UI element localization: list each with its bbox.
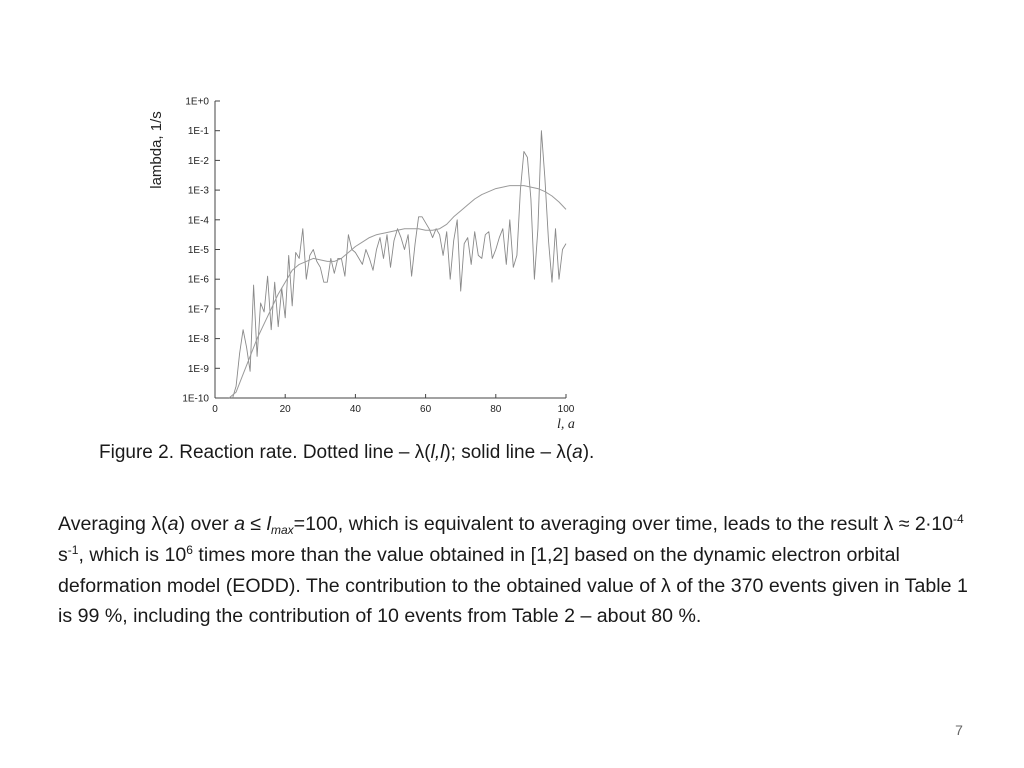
- caption-italic-a: a: [572, 442, 583, 463]
- text-s9: -1: [67, 542, 79, 557]
- y-tick-label: 1E-6: [187, 274, 209, 286]
- figure-caption: [99, 440, 594, 466]
- y-tick-label: 1E-8: [187, 334, 209, 346]
- y-tick-label: 1E-4: [187, 215, 209, 227]
- x-axis-ticks: [212, 394, 575, 415]
- caption-middle: ); solid line – λ(: [444, 442, 573, 463]
- text-s11: 6: [186, 542, 193, 557]
- text-s12: times more than the value obtained in [1,2] based on the dynamic electron orbital deformation model (EODD). The contribution to the obtained value of λ of the 370 events given in Table 1 is 99 %, including the contribution of 10 events from Table 2 – about 80 %.: [58, 543, 968, 628]
- caption-suffix: ).: [582, 442, 595, 463]
- body-paragraph: [58, 509, 968, 632]
- x-tick-label: 0: [212, 404, 218, 415]
- text-s10: , which is 10: [78, 543, 187, 566]
- y-axis-label: lambda, 1/s: [148, 111, 165, 189]
- text-s3: ) over: [178, 513, 235, 535]
- y-tick-label: 1E-7: [187, 304, 209, 316]
- caption-prefix: Figure 2. Reaction rate. Dotted line – λ(: [99, 442, 431, 463]
- text-s2: a: [167, 513, 179, 535]
- text-s1: Averaging λ(: [58, 513, 168, 535]
- chart-axes: [215, 101, 566, 398]
- y-tick-label: 1E-10: [182, 393, 209, 405]
- y-tick-label: 1E-2: [187, 155, 209, 167]
- y-tick-label: 1E+0: [185, 96, 209, 108]
- y-axis-ticks: [182, 97, 220, 405]
- series-dotted-lambda-ll: [233, 131, 566, 398]
- y-tick-label: 1E-1: [187, 126, 209, 138]
- text-s6: =100, which is equivalent to averaging over time, leads to the result λ ≈ 2∙10: [293, 513, 954, 535]
- caption-italic-ll: l,l: [430, 442, 445, 463]
- x-tick-label: 20: [279, 404, 291, 415]
- chart-series: [229, 131, 566, 398]
- text-s8: s: [58, 543, 68, 566]
- page-number: 7: [955, 722, 963, 738]
- x-tick-label: 40: [349, 404, 361, 415]
- y-tick-label: 1E-3: [187, 185, 209, 197]
- x-axis-label: l, a: [557, 417, 575, 432]
- text-s5: max: [271, 523, 294, 537]
- y-tick-label: 1E-9: [187, 363, 209, 375]
- text-s7: -4: [953, 512, 964, 526]
- x-tick-label: 80: [490, 404, 502, 415]
- x-tick-label: 60: [420, 404, 432, 415]
- series-solid-lambda-a: [229, 186, 566, 398]
- text-s4: a ≤ l: [234, 513, 271, 535]
- y-tick-label: 1E-5: [187, 245, 209, 256]
- x-tick-label: 100: [557, 404, 575, 415]
